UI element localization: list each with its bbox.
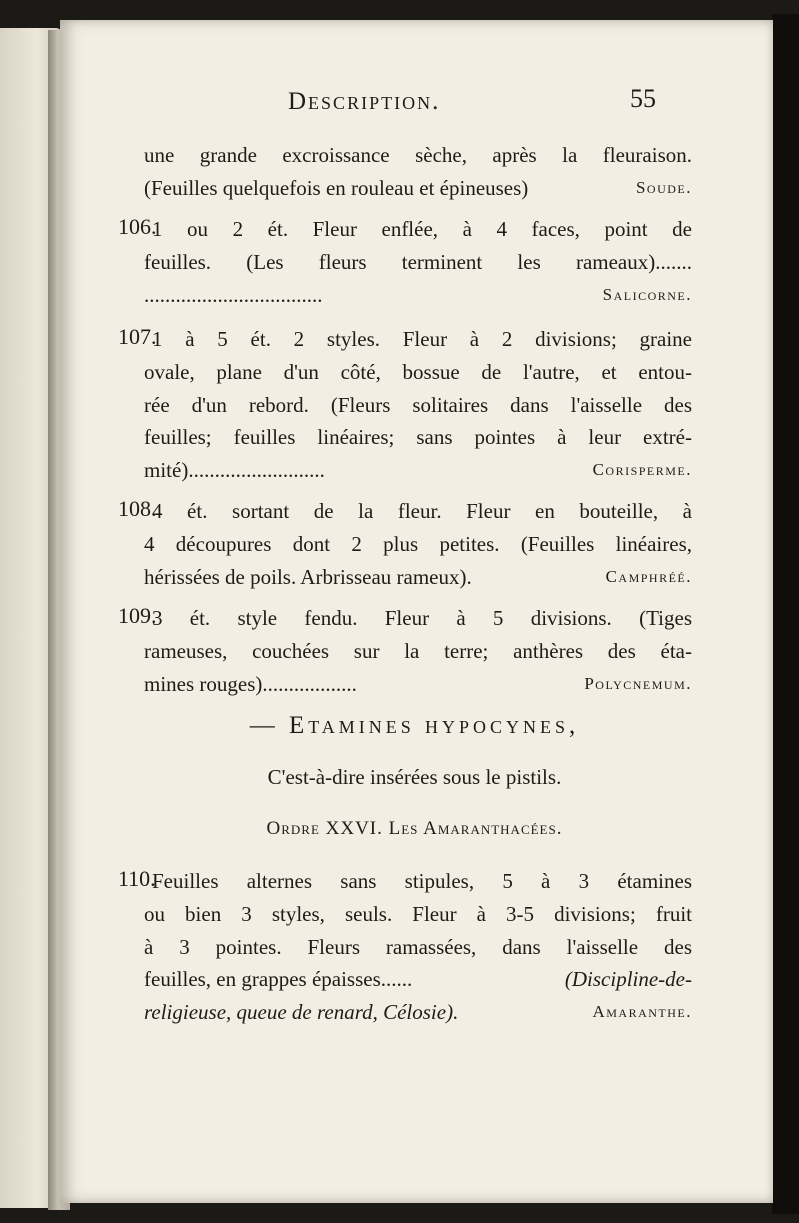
common-names: (Discipline-de- (564, 967, 692, 991)
text-line: 1 ou 2 ét. Fleur enflée, à 4 faces, point de (152, 217, 692, 241)
text-segment: (Feuilles quelquefois en rouleau et épineuses) (144, 176, 529, 200)
entry-number: 109. (118, 603, 157, 628)
species-name: Salicorne. (602, 285, 692, 304)
text-line: ovale, plane d'un côté, bossue de l'autre, et entou- (144, 360, 692, 384)
common-names: religieuse, queue de renard, Célosie). (144, 1000, 459, 1024)
text-line: rée d'un rebord. (Fleurs solitaires dans l'aisselle des (144, 393, 692, 417)
page-number: 55 (630, 84, 656, 113)
text-line: feuilles; feuilles linéaires; sans pointes à leur extré- (144, 425, 692, 449)
text-line (144, 562, 692, 592)
section-heading: — Etamines hypocynes, (249, 712, 580, 739)
text-line: à 3 pointes. Fleurs ramassées, dans l'aisselle des (144, 935, 692, 959)
text-line (144, 964, 692, 994)
text-line: rameuses, couchées sur la terre; anthères des éta- (144, 639, 692, 663)
text-line: une grande excroissance sèche, après la fleuraison. (144, 143, 692, 167)
text-line (144, 280, 692, 310)
text-line: feuilles. (Les fleurs terminent les rameaux)....... (144, 250, 692, 274)
entry-number: 106. (118, 214, 157, 239)
text-line: Feuilles alternes sans stipules, 5 à 3 étamines (152, 869, 692, 893)
text-line: 4 ét. sortant de la fleur. Fleur en bouteille, à (152, 499, 692, 523)
text-segment: hérissées de poils. Arbrisseau rameux). (144, 565, 472, 589)
text-line: 4 découpures dont 2 plus petites. (Feuilles linéaires, (144, 532, 692, 556)
background-edge (772, 14, 799, 1214)
text-line (144, 455, 692, 485)
species-name: Corisperme. (592, 460, 692, 479)
species-name: Polycnemum. (584, 674, 692, 693)
species-name: Camphréé. (605, 567, 692, 586)
entry-number: 107. (118, 324, 157, 349)
species-name: Soude. (635, 178, 692, 197)
text-line (144, 173, 692, 203)
text-line: ou bien 3 styles, seuls. Fleur à 3-5 divisions; fruit (144, 902, 692, 926)
text-segment: feuilles, en grappes épaisses...... (144, 967, 413, 991)
leader-dots: mité).......................... (144, 458, 325, 482)
section-subtitle: C'est-à-dire insérées sous le pistils. (267, 765, 562, 789)
leader-dots: mines rouges).................. (144, 672, 357, 696)
text-line: 1 à 5 ét. 2 styles. Fleur à 2 divisions; graine (152, 327, 692, 351)
species-name: Amaranthe. (592, 1002, 692, 1021)
entry-number: 108. (118, 496, 157, 521)
entry-number: 110. (118, 866, 156, 891)
leader-dots: .................................. (144, 283, 323, 307)
text-line: 3 ét. style fendu. Fleur à 5 divisions. (Tiges (152, 606, 692, 630)
order-heading: Ordre XXVI. Les Amaranthacées. (266, 818, 563, 839)
text-line (144, 997, 692, 1027)
text-line (144, 669, 692, 699)
running-head: Description. (288, 88, 441, 115)
